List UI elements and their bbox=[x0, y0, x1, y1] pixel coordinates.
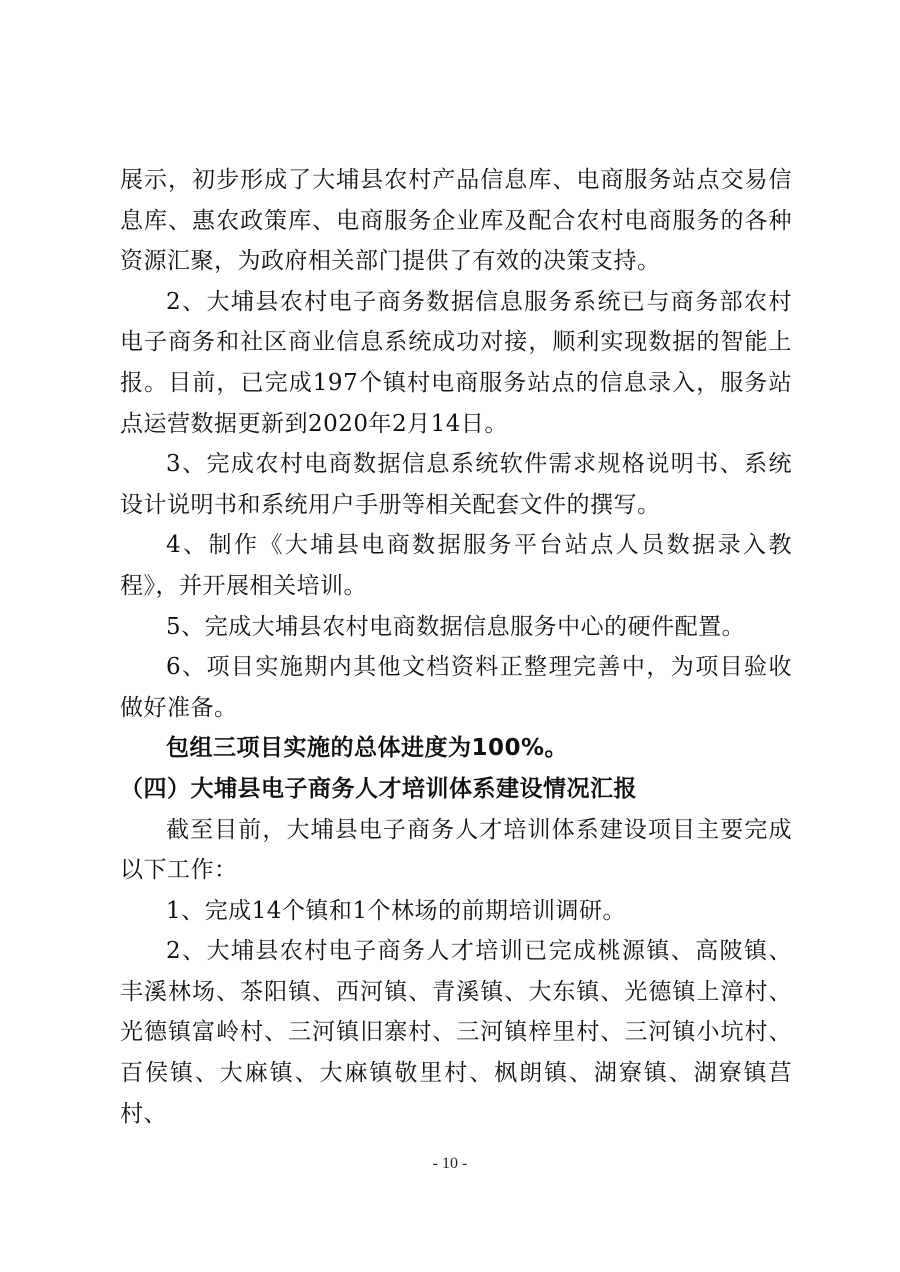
section-heading: （四）大埔县电子商务人才培训体系建设情况汇报 bbox=[120, 775, 637, 802]
progress-summary: 包组三项目实施的总体进度为100%。 bbox=[166, 735, 569, 762]
paragraph-item-2: 2、大埔县农村电子商务数据信息服务系统已与商务部农村电子商务和社区商业信息系统成功对接，顺利实现数据的智能上报。目前，已完成197个镇村电商服务站点的信息录入，服务站点运营数据更新到2020年2月14日。 bbox=[120, 288, 792, 437]
paragraph-item-5: 5、完成大埔县农村电商数据信息服务中心的硬件配置。 bbox=[166, 613, 746, 640]
training-item-2: 2、大埔县农村电子商务人才培训已完成桃源镇、高陂镇、丰溪林场、茶阳镇、西河镇、青溪镇、大东镇、光德镇上漳村、光德镇富岭村、三河镇旧寨村、三河镇梓里村、三河镇小坑村、百侯镇、大麻镇、大麻镇敬里村、枫朗镇、湖寮镇、湖寮镇莒村、 bbox=[120, 938, 792, 1127]
page-number: - 10 - bbox=[432, 1155, 468, 1172]
section-intro: 截至目前，大埔县电子商务人才培训体系建设项目主要完成以下工作： bbox=[120, 816, 792, 884]
training-item-1: 1、完成14个镇和1个林场的前期培训调研。 bbox=[166, 897, 627, 924]
paragraph-item-4: 4、制作《大埔县电商数据服务平台站点人员数据录入教程》，并开展相关培训。 bbox=[120, 532, 792, 599]
paragraph-item-3: 3、完成农村电商数据信息系统软件需求规格说明书、系统设计说明书和系统用户手册等相关配套文件的撰写。 bbox=[120, 451, 792, 518]
paragraph-item-6: 6、项目实施期内其他文档资料正整理完善中，为项目验收做好准备。 bbox=[120, 654, 792, 721]
document-body bbox=[120, 160, 792, 1134]
paragraph-continuation: 展示，初步形成了大埔县农村产品信息库、电商服务站点交易信息库、惠农政策库、电商服务企业库及配合农村电商服务的各种资源汇聚，为政府相关部门提供了有效的决策支持。 bbox=[120, 167, 792, 275]
